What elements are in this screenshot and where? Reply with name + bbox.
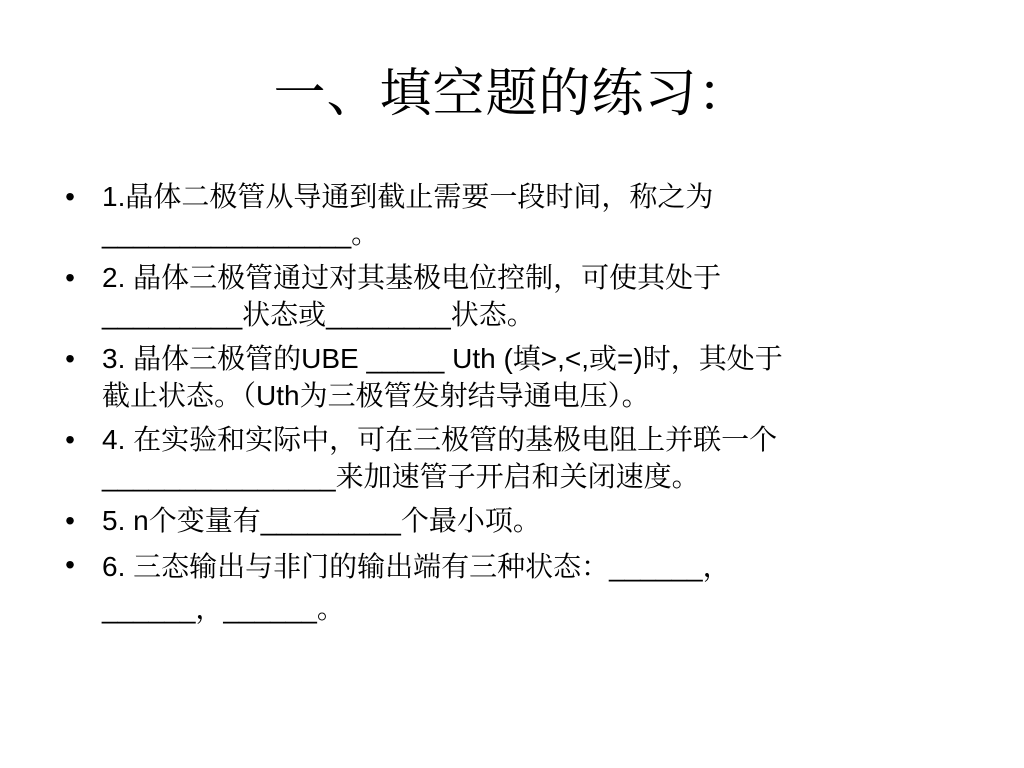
slide-title: 一、填空题的练习： (273, 64, 751, 124)
list-item (60, 502, 940, 539)
question-text: 5. n个变量有_________个最小项。 (102, 505, 541, 536)
bullet-icon: • (65, 262, 75, 293)
bullet-icon: • (65, 181, 75, 212)
list-item (60, 340, 940, 414)
question-text: 3. 晶体三极管的UBE _____ Uth (填>,<,或=)时，其处于 截止状态。（Uth为三极管发射结导通电压）。 (102, 343, 783, 411)
bullet-icon: • (65, 343, 75, 374)
list-item (60, 178, 940, 252)
list-item (60, 546, 940, 630)
bullet-icon: • (65, 424, 75, 455)
question-text: 1.晶体二极管从导通到截止需要一段时间，称之为 ________________。 (102, 181, 714, 249)
question-text: 6. 三态输出与非门的输出端有三种状态：______， ______，______。 (102, 551, 731, 624)
list-item (60, 259, 940, 333)
question-text: 4. 在实验和实际中，可在三极管的基极电阻上并联一个 _______________来加速管子开启和关闭速度。 (102, 424, 778, 492)
bullet-icon: • (65, 549, 75, 580)
bullet-icon: • (65, 505, 75, 536)
list-item (60, 421, 940, 495)
question-list (60, 178, 940, 637)
question-text: 2. 晶体三极管通过对其基极电位控制，可使其处于 _________状态或________状态。 (102, 262, 722, 330)
